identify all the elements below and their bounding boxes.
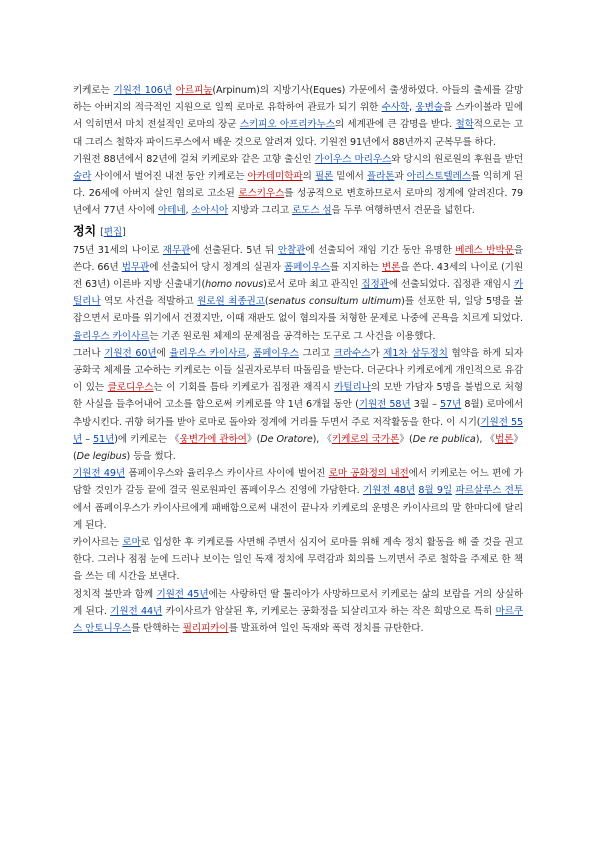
wiki-link[interactable]: 기원전 49년 [73, 468, 126, 480]
redlink[interactable]: 로마 공화정의 내전 [328, 468, 409, 480]
wiki-link[interactable]: 제1차 삼두정치 [383, 347, 448, 359]
text-run: 에서 키케로는 어느 편에 가담할 것인가 갈등 끝에 결국 원로원파인 폼페이우스 진영에 가담한다. [73, 468, 523, 497]
redlink[interactable]: 필리피카이 [182, 623, 229, 635]
text-run: 에 [156, 347, 170, 359]
wiki-link[interactable]: 안찰관 [277, 244, 306, 256]
text-run: )를 선포한 뒤, 일당 5명을 불잡으면서 로마를 위기에서 건졌지만, 이때 재판도 없이 혐의자를 처형한 문제로 나중에 곤욕을 치르게 되었다. [73, 296, 523, 325]
redlink[interactable]: 아카데미학파 [247, 171, 303, 183]
text-run: 를 지지하는 [329, 261, 382, 273]
latin-term: senatus consultum ultimum [268, 296, 402, 308]
section-title: 정치 [73, 223, 96, 238]
wiki-link[interactable]: 플라톤 [366, 171, 395, 183]
redlink[interactable]: 법론 [495, 433, 514, 445]
latin-term: De legibus [76, 451, 127, 463]
text-run: 카이사르는 [73, 537, 123, 549]
wiki-link[interactable]: 폼페이우스 [283, 261, 330, 273]
wiki-link[interactable]: 기원전 45년 [156, 588, 209, 600]
text-run: 의 모반 가담자 5명을 불법으로 처형한 사실을 들추어내어 고소를 함으로써 키케로를 약 1년 6개월 동안 ( [73, 382, 523, 411]
wiki-link[interactable]: 8월 9일 [418, 485, 453, 497]
wiki-link[interactable]: 수사학 [381, 102, 410, 114]
wiki-link[interactable]: 아테네 [158, 205, 186, 217]
wiki-link[interactable]: 원로원 최종권고 [197, 296, 265, 308]
text-run: )에 키케로는 《 [114, 433, 180, 445]
wiki-link[interactable]: 아리스토텔레스 [406, 171, 471, 183]
text-run: 의 세계관에 큰 감명을 받다. [334, 119, 456, 131]
redlink[interactable]: 클로디우스 [107, 382, 154, 394]
text-run: – [82, 433, 94, 445]
text-run: 적으로는 고대 그리스 철학자 파이드루스에서 배운 것으로 알려져 있다. 기원전 91년에서 88년까지 군복무를 하다. [73, 119, 523, 148]
paragraph-caesar [73, 534, 523, 586]
wiki-link[interactable]: 기원전 60년 [104, 347, 157, 359]
text-run: 와 당시의 원로원의 후원을 받던 [391, 153, 523, 165]
text-run: 을 스카이볼라 밑에서 익히면서 마치 전설적인 로마의 장군 [73, 102, 523, 131]
latin-term: De re publica [412, 433, 476, 445]
text-run: 》( [73, 433, 524, 463]
text-run: 를 익히게 된다. 26세에 아버지 살인 혐의로 고소된 [73, 171, 523, 200]
text-run: 에서 폼페이우스가 카이사르에게 패배함으로써 내전이 끝나자 키케로의 운명은 카이사르의 말 한마디에 달리게 된다. [73, 502, 523, 531]
wiki-link[interactable]: 파르살루스 전투 [455, 485, 524, 497]
text-run: 정치적 불만과 함께 [73, 588, 157, 600]
text-run: 로 입성한 후 키케로를 사면해 주면서 심지어 로마를 위해 계속 정치 활동을 해 줄 것을 권고한다. 그러나 점점 눈에 드러나 보이는 일인 독재 정치에 무력감과 회의를 느끼면서 주로 철학을 주제로 한 책을 쓰는 데 시간을 보낸다. [73, 537, 523, 583]
text-run: , [409, 102, 416, 114]
wiki-link[interactable]: 카틸리나 [73, 279, 524, 308]
text-run: 역모 사건을 적발하고 [100, 296, 198, 308]
latin-term: homo novus [205, 279, 264, 291]
text-run: ), 《 [312, 433, 332, 445]
wiki-link[interactable]: 율리우스 카이사르 [73, 330, 150, 342]
wiki-link[interactable]: 술라 [73, 171, 92, 183]
paragraph-early-life [73, 82, 523, 151]
text-run: 가 [370, 347, 384, 359]
wiki-link[interactable]: 마르쿠스 안토니우스 [73, 605, 523, 635]
text-run: 폼페이우스와 율리우스 카이사르 사이에 벌어진 [125, 468, 329, 480]
wiki-link[interactable]: 폼페이우스 [252, 347, 299, 359]
wiki-link[interactable]: 로마 [122, 537, 141, 549]
redlink[interactable]: 아르피눔 [175, 85, 213, 96]
wiki-link[interactable]: 57년 [439, 399, 462, 411]
wiki-link[interactable]: 기원전 48년 [362, 485, 415, 497]
text-run: 카이사르가 암살된 후, 키케로는 공화정을 되살리고자 하는 작은 희망으로 특히 [162, 605, 496, 617]
wiki-link[interactable]: 크라수스 [333, 347, 371, 359]
text-run: 는 기존 원로원 체제의 문제점을 공격하는 도구로 그 사건을 이용했다. [149, 330, 436, 342]
redlink[interactable]: 로스키우스 [238, 188, 285, 200]
wiki-link[interactable]: 율리우스 카이사르 [169, 347, 247, 359]
text-run: 3월 – [410, 399, 440, 411]
text-run: 》( [246, 433, 261, 445]
redlink[interactable]: 웅변가에 관하여 [179, 433, 247, 445]
text-run: 의 [302, 171, 315, 183]
latin-term: De Oratore [260, 433, 313, 445]
wiki-link[interactable]: 카틸리나 [334, 382, 371, 394]
wiki-link[interactable]: 51년 [93, 433, 115, 445]
text-run: 기원전 88년에서 82년에 걸쳐 키케로와 같은 고향 출신인 [73, 153, 315, 165]
wiki-link[interactable]: 가이우스 마리우스 [314, 153, 392, 165]
text-run: 과 [394, 171, 407, 183]
edit-section: [편집] [100, 226, 126, 238]
paragraph-civil-war [73, 465, 523, 534]
redlink[interactable]: 베레스 반박문 [455, 244, 514, 256]
text-run: 를 성공적으로 변호하므로서 로마의 정계에 알려진다. 79년에서 77년 사이에 [73, 188, 523, 217]
text-run: 지방과 그리고 [228, 205, 292, 217]
text-run: ( [264, 296, 269, 308]
text-run: 를 탄핵하는 [130, 623, 183, 635]
text-run: 75년 31세의 나이로 [73, 244, 163, 256]
edit-link[interactable]: 편집 [103, 226, 123, 238]
text-run: 는 이 기회를 틈타 키케로가 집정관 재직시 [153, 382, 335, 394]
wiki-link[interactable]: 기원전 44년 [110, 605, 163, 617]
section-heading-politics [73, 222, 523, 242]
text-run: 그러나 [73, 347, 105, 359]
article-body [73, 82, 523, 637]
wiki-link[interactable]: 기원전 58년 [358, 399, 411, 411]
wiki-link[interactable]: 로도스 섬 [291, 205, 332, 217]
text-run: 에 선출되어 당시 정계의 실권자 [149, 261, 284, 273]
text-run: 에는 사랑하던 딸 툴리아가 사망하므로서 키케로는 삶의 보람을 거의 상실하게 된다. [73, 588, 523, 617]
text-run: 》( [399, 433, 413, 445]
text-run: ), 《 [475, 433, 496, 445]
text-run: 를 발표하여 일인 독재와 폭력 정치를 규탄한다. [228, 623, 424, 635]
wiki-link[interactable]: 소아시아 [191, 205, 229, 217]
redlink[interactable]: 변론 [381, 261, 401, 273]
paragraph-education [73, 151, 523, 220]
text-run: , [185, 205, 192, 217]
text-run: )로서 로마 최고 관직인 [263, 279, 362, 291]
wiki-link[interactable]: 철학 [455, 119, 474, 131]
wiki-link[interactable]: 웅변술 [415, 102, 443, 114]
text-run: ) 등을 썼다. [126, 451, 176, 463]
text-run: , [246, 347, 253, 359]
text-run: (Arpinum)의 지방기사(Eques) 가문에서 출생하였다. 아들의 출세를 갈망하는 아버지의 적극적인 지원으로 일찍 로마로 유학하여 관료가 되기 위한 [73, 85, 523, 114]
wiki-link[interactable]: 집정관 [361, 279, 389, 291]
wiki-link[interactable]: 재무관 [162, 244, 191, 256]
text-run: 에 선출되었다. 집정관 재임시 [388, 279, 514, 291]
text-run: 키케로는 [73, 85, 114, 96]
text-run: 에 선출된다. 5년 뒤 [190, 244, 278, 256]
wiki-link[interactable]: 스키피오 아프리카누스 [239, 119, 335, 131]
text-run: 협약을 하게 되자 공화국 체제를 고수하는 키케로는 이들 실권자로부터 따돌림을 받는다. 더군다나 키케로에게 개인적으로 유감이 있는 [73, 347, 523, 394]
wiki-link[interactable]: 필론 [314, 171, 334, 183]
paragraph-career [73, 242, 523, 345]
redlink[interactable]: 키케로의 국가론 [331, 433, 400, 445]
paragraph-later-life [73, 586, 523, 638]
text-run: 을 두루 여행하면서 견문을 넓힌다. [331, 205, 475, 217]
text-run: 그리고 [298, 347, 334, 359]
text-run: 에 선출되어 재임 기간 동안 유명한 [305, 244, 456, 256]
wiki-link[interactable]: 기원전 55년 [73, 416, 524, 445]
wiki-link[interactable]: 법무관 [121, 261, 150, 273]
text-run: 을 쓴다. 66년 [73, 244, 523, 273]
paragraph-triumvirate [73, 345, 523, 465]
text-run: 을 쓴다. 43세의 나이로 (기원전 63년) 이른바 지방 신출내기( [73, 261, 523, 291]
text-run: 사이에서 벌어진 내전 동안 키케로는 [91, 171, 248, 183]
text-run: 8월) 로마에서 추방시킨다. 귀향 허가를 받아 로마로 돌아와 정계에 거리를 두면서 주로 저작활동을 한다. 이 시기( [73, 399, 523, 428]
text-run: 밑에서 [333, 171, 367, 183]
wiki-link[interactable]: 기원전 106년 [113, 85, 172, 96]
